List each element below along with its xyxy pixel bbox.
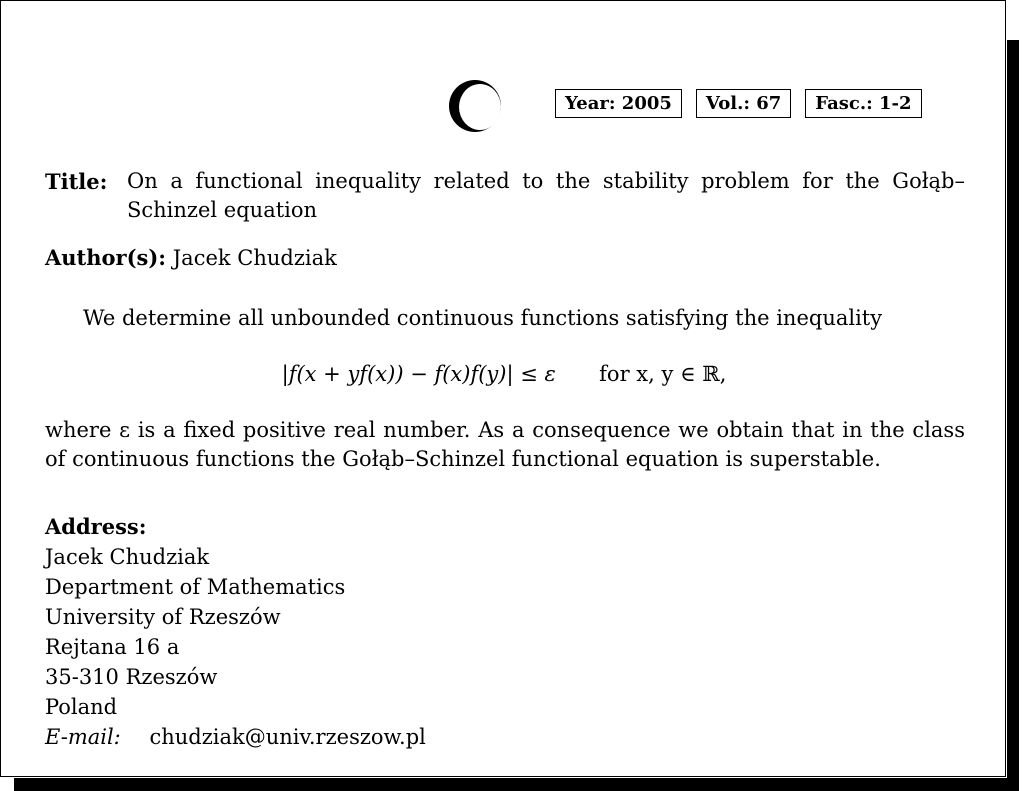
- issue-info: [555, 89, 922, 118]
- title-label: Title:: [45, 169, 108, 194]
- email-address[interactable]: chudziak@univ.rzeszow.pl: [149, 725, 426, 749]
- author-section: [45, 243, 337, 273]
- volume-box: Vol.: 67: [696, 89, 791, 118]
- address-line: Jacek Chudziak: [45, 545, 210, 569]
- address-line: Department of Mathematics: [45, 575, 346, 599]
- address-section: [45, 512, 426, 752]
- title-section: [45, 167, 965, 225]
- author-label: Author(s):: [45, 245, 167, 270]
- abstract-rest: where ε is a fixed positive real number. As a consequence we obtain that in the class of continuous functions the Gołąb–Schinzel functional equation is superstable.: [45, 418, 965, 471]
- abstract-intro: We determine all unbounded continuous functions satisfying the inequality: [83, 306, 883, 330]
- formula-expression: |f(x + yf(x)) − f(x)f(y)| ≤ ε: [281, 362, 556, 386]
- abstract-formula: [1, 360, 1007, 389]
- address-line: Poland: [45, 695, 118, 719]
- email-label: E-mail:: [45, 725, 121, 749]
- author-name: Jacek Chudziak: [172, 246, 337, 270]
- address-line: 35-310 Rzeszów: [45, 665, 218, 689]
- formula-condition: for x, y ∈ ℝ,: [599, 362, 727, 386]
- paper-title: On a functional inequality related to the stability problem for the Gołąb–Schinzel equation: [127, 169, 965, 222]
- email-row: [45, 722, 426, 752]
- journal-logo-icon: [447, 78, 503, 134]
- address-label: Address:: [45, 514, 147, 539]
- year-box: Year: 2005: [555, 89, 682, 118]
- address-line: University of Rzeszów: [45, 605, 281, 629]
- fascicle-box: Fasc.: 1-2: [805, 89, 921, 118]
- page-shadow-bottom: [14, 778, 1019, 791]
- page-shadow-right: [1007, 40, 1019, 790]
- address-line: Rejtana 16 a: [45, 635, 180, 659]
